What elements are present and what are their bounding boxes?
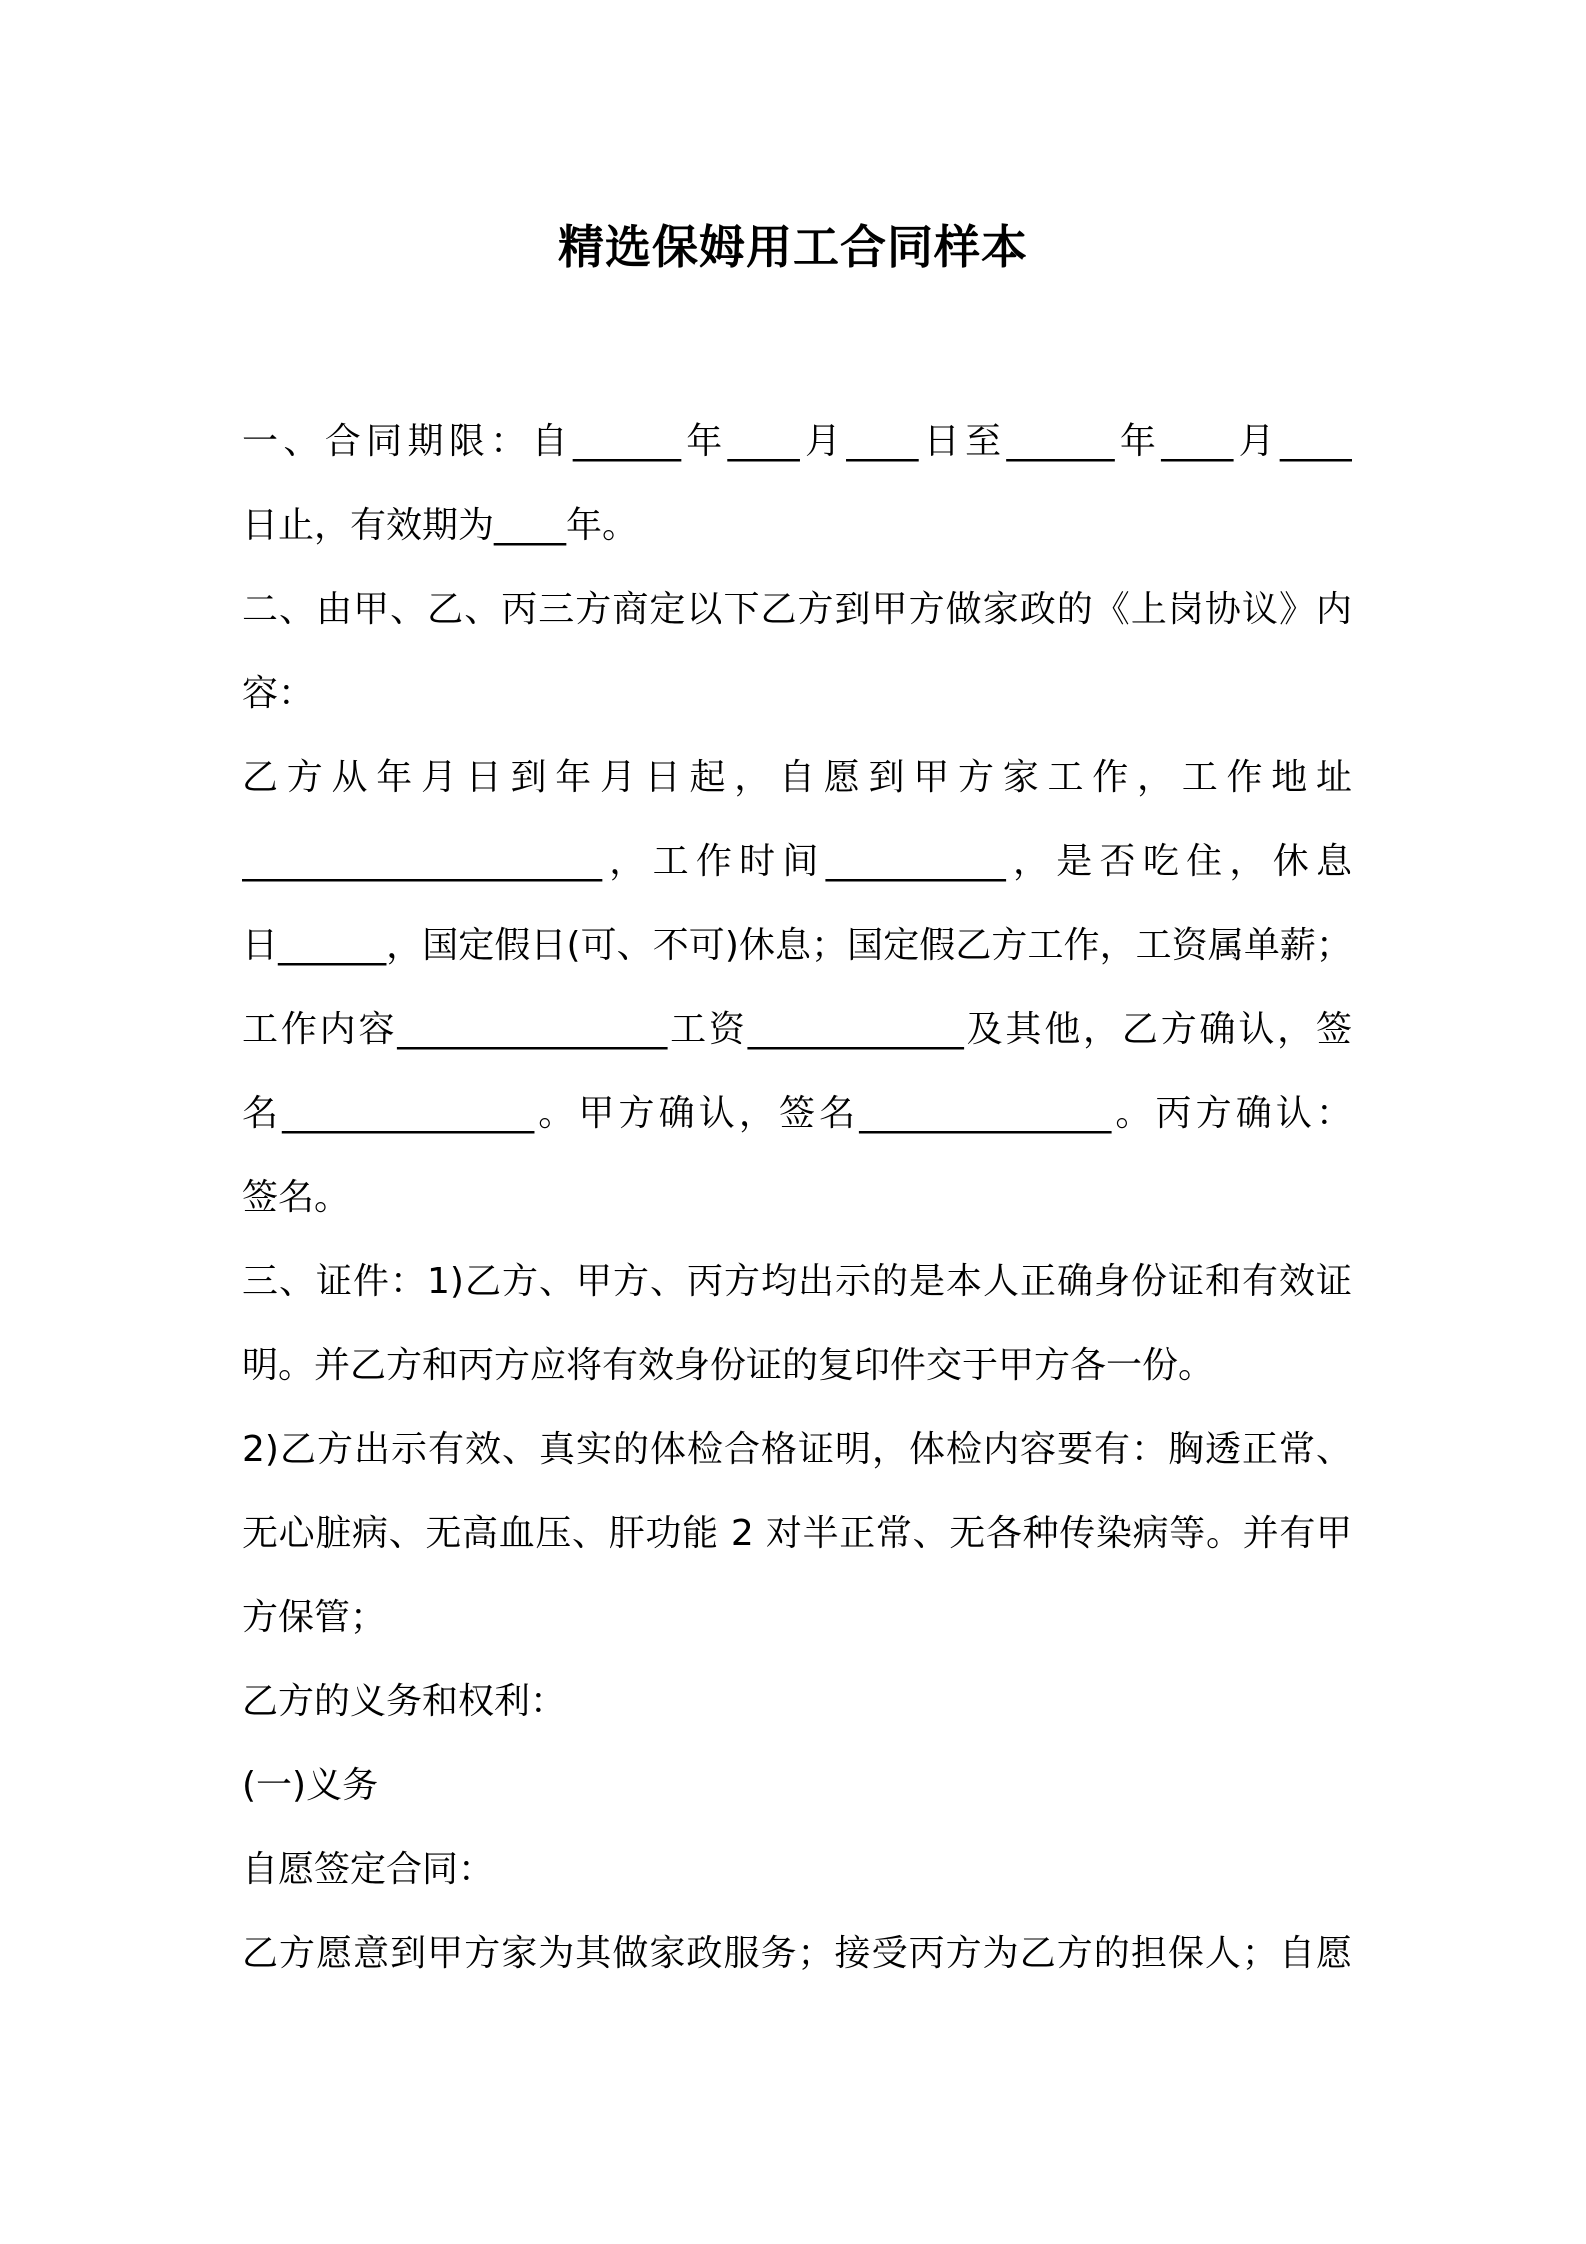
paragraph-line: (一)义务	[242, 1765, 379, 1806]
paragraph-line: 一、合同期限：自______年____月____日至______年____月____	[242, 421, 1352, 462]
paragraph-line: 乙方从年月日到年月日起，自愿到甲方家工作，工作地址	[242, 757, 1352, 798]
paragraph-line: 容：	[242, 673, 315, 714]
paragraph-line: 无心脏病、无高血压、肝功能 2 对半正常、无各种传染病等。并有甲	[242, 1513, 1352, 1554]
paragraph-line: 签名。	[242, 1177, 351, 1218]
paragraph-line: 工作内容_______________工资____________及其他，乙方确认，签	[242, 1009, 1352, 1050]
paragraph-line: 二、由甲、乙、丙三方商定以下乙方到甲方做家政的《上岗协议》内	[242, 589, 1352, 630]
paragraph-line: ____________________，工作时间__________，是否吃住，休息	[242, 841, 1352, 882]
paragraph-line: 乙方愿意到甲方家为其做家政服务；接受丙方为乙方的担保人；自愿	[242, 1933, 1352, 1974]
paragraph-line: 三、证件：1)乙方、甲方、丙方均出示的是本人正确身份证和有效证	[242, 1261, 1352, 1302]
paragraph-line: 自愿签定合同：	[242, 1849, 495, 1890]
paragraph-line: 日止，有效期为____年。	[242, 505, 639, 546]
document-title: 精选保姆用工合同样本	[558, 220, 1028, 274]
paragraph-line: 名______________。甲方确认，签名______________。丙方确认：	[242, 1093, 1352, 1134]
paragraph-line: 2)乙方出示有效、真实的体检合格证明，体检内容要有：胸透正常、	[242, 1429, 1352, 1470]
paragraph-line: 乙方的义务和权利：	[242, 1681, 567, 1722]
paragraph-line: 明。并乙方和丙方应将有效身份证的复印件交于甲方各一份。	[242, 1345, 1215, 1386]
paragraph-line: 方保管；	[242, 1597, 387, 1638]
paragraph-line: 日______，国定假日(可、不可)休息；国定假乙方工作，工资属单薪；	[242, 925, 1352, 966]
document-body	[242, 400, 1352, 1996]
